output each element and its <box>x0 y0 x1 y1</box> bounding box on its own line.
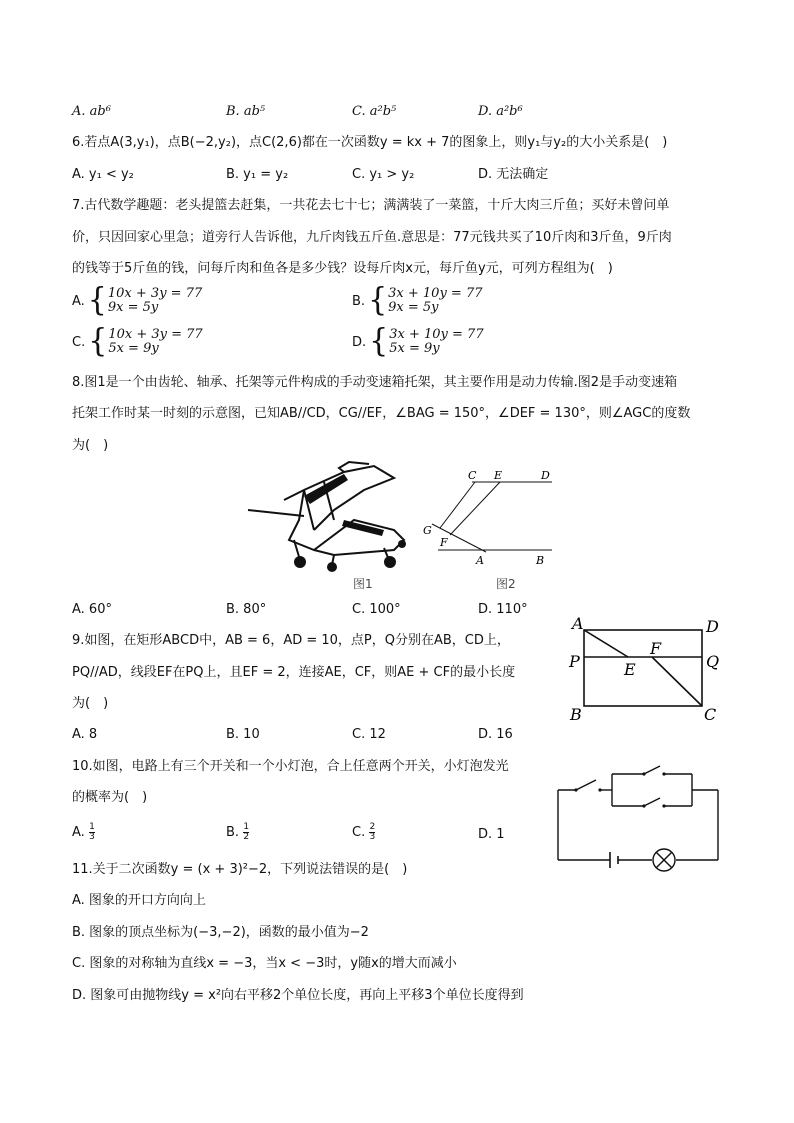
q9-line-3: 为( ) <box>72 696 109 711</box>
q7-line-2: 价，只因回家心里急；道旁行人告诉他，九斤肉钱五斤鱼.意思是：77元钱共买了10斤肉和3斤鱼，9斤肉 <box>72 230 672 245</box>
q10-line-2: 的概率为( ) <box>72 790 148 805</box>
numerator: 1 <box>243 822 250 832</box>
equation: 10x + 3y = 77 <box>107 286 203 301</box>
q9-option-c: C. 12 <box>352 727 386 742</box>
brace-icon: { <box>87 282 107 319</box>
option-label: C. <box>72 334 86 350</box>
q8-line-2: 托架工作时某一时刻的示意图，已知AB//CD，CG//EF，∠BAG = 150°，∠DEF = 130°，则∠AGC的度数 <box>72 406 691 421</box>
q5-option-a: A. ab⁶ <box>72 104 111 119</box>
denominator: 2 <box>243 832 250 842</box>
q7-option-b <box>352 282 483 319</box>
q6-option-b: B. y₁ = y₂ <box>226 167 289 182</box>
q10-option-a <box>72 823 95 842</box>
q7-option-d <box>352 323 484 360</box>
option-label: C. <box>352 825 366 840</box>
point-label-q: Q <box>706 652 720 671</box>
q10-option-c <box>352 823 375 842</box>
q10-option-d <box>478 826 505 844</box>
equation: 3x + 10y = 77 <box>388 286 483 301</box>
figure-2-caption: 图2 <box>496 577 516 591</box>
point-label-f: F <box>440 536 448 549</box>
q5-option-b: B. ab⁵ <box>226 104 266 119</box>
option-label: B. <box>352 293 366 309</box>
q11-choice-c: C. 图象的对称轴为直线x = −3，当x < −3时，y随x的增大而减小 <box>72 956 457 971</box>
point-label-e: E <box>494 469 503 482</box>
point-label-b: B <box>536 554 545 567</box>
q7-line-3: 的钱等于5斤鱼的钱，问每斤肉和鱼各是多少钱？设每斤肉x元，每斤鱼y元，可列方程组为( ) <box>72 261 613 276</box>
q6-option-c: C. y₁ > y₂ <box>352 167 415 182</box>
equation: 9x = 5y <box>107 300 159 315</box>
point-label-f: F <box>650 639 662 658</box>
q11-choice-b: B. 图象的顶点坐标为(−3,−2)，函数的最小值为−2 <box>72 925 369 940</box>
option-label: A. <box>72 293 85 309</box>
equation: 5x = 9y <box>108 341 159 356</box>
q8-option-c: C. 100° <box>352 602 401 617</box>
q7-option-a <box>72 282 203 319</box>
numerator: 2 <box>369 822 376 832</box>
equation: 3x + 10y = 77 <box>389 327 484 342</box>
equation: 9x = 5y <box>388 300 439 315</box>
point-label-g: G <box>423 524 432 537</box>
q6-option-d: D. 无法确定 <box>478 167 549 182</box>
q9-option-b: B. 10 <box>226 727 260 742</box>
q8-option-b: B. 80° <box>226 602 267 617</box>
equation: 5x = 9y <box>389 341 440 356</box>
q6-stem: 6.若点A(3,y₁)，点B(−2,y₂)，点C(2,6)都在一次函数y = kx + 7的图象上，则y₁与y₂的大小关系是( ) <box>72 135 668 150</box>
point-label-p: P <box>569 652 580 671</box>
fraction <box>243 823 249 842</box>
q8-option-d: D. 110° <box>478 602 528 617</box>
brace-icon: { <box>368 282 388 319</box>
circuit-diagram <box>552 762 724 876</box>
option-label: D. <box>352 334 367 350</box>
equation: 10x + 3y = 77 <box>108 327 203 342</box>
q8-option-a: A. 60° <box>72 602 112 617</box>
q7-line-1: 7.古代数学趣题：老头提篮去赶集，一共花去七十七；满满装了一菜篮，十斤大肉三斤鱼；买好未曾问单 <box>72 198 670 213</box>
brace-icon: { <box>369 323 389 360</box>
denominator: 3 <box>89 832 95 842</box>
option-label: D. <box>478 827 493 842</box>
q10-option-b <box>226 823 249 842</box>
q9-option-d: D. 16 <box>478 727 513 742</box>
rectangle-abcd-diagram <box>566 612 728 724</box>
q11-stem: 11.关于二次函数y = (x + 3)²−2，下列说法错误的是( ) <box>72 862 408 877</box>
q5-option-c: C. a²b⁵ <box>352 104 397 119</box>
numerator: 1 <box>89 822 95 832</box>
point-label-e: E <box>624 660 636 679</box>
denominator: 3 <box>369 832 376 842</box>
option-label: B. <box>226 825 240 840</box>
fraction <box>369 823 375 842</box>
q11-choice-a: A. 图象的开口方向向上 <box>72 893 206 908</box>
brace-icon: { <box>88 323 108 360</box>
q11-choice-d: D. 图象可由抛物线y = x²向右平移2个单位长度，再向上平移3个单位长度得到 <box>72 988 524 1003</box>
option-label: A. <box>72 825 85 840</box>
q5-option-d: D. a²b⁶ <box>478 104 523 119</box>
point-label-d: D <box>706 617 719 636</box>
point-label-d: D <box>541 469 550 482</box>
q9-option-a: A. 8 <box>72 727 98 742</box>
q9-line-2: PQ//AD，线段EF在PQ上，且EF = 2，连接AE，CF，则AE + CF的最小长度 <box>72 665 516 680</box>
q10-line-1: 10.如图，电路上有三个开关和一个小灯泡，合上任意两个开关，小灯泡发光 <box>72 759 509 774</box>
q7-option-c <box>72 323 203 360</box>
point-label-a: A <box>572 614 584 633</box>
q6-option-a: A. y₁ < y₂ <box>72 167 134 182</box>
point-label-a: A <box>476 554 484 567</box>
q8-line-1: 8.图1是一个由齿轮、轴承、托架等元件构成的手动变速箱托架，其主要作用是动力传输.图2是手动变速箱 <box>72 375 678 390</box>
q8-line-3: 为( ) <box>72 438 109 453</box>
fraction <box>89 823 95 842</box>
parallel-lines-diagram <box>418 466 558 570</box>
point-label-c: C <box>704 705 717 724</box>
option-value: 1 <box>496 827 505 842</box>
point-label-b: B <box>570 705 582 724</box>
point-label-c: C <box>468 469 477 482</box>
gearbox-bracket-figure <box>244 460 414 580</box>
figure-1-caption: 图1 <box>353 577 373 591</box>
q9-line-1: 9.如图，在矩形ABCD中，AB = 6，AD = 10，点P，Q分别在AB，CD上， <box>72 633 510 648</box>
